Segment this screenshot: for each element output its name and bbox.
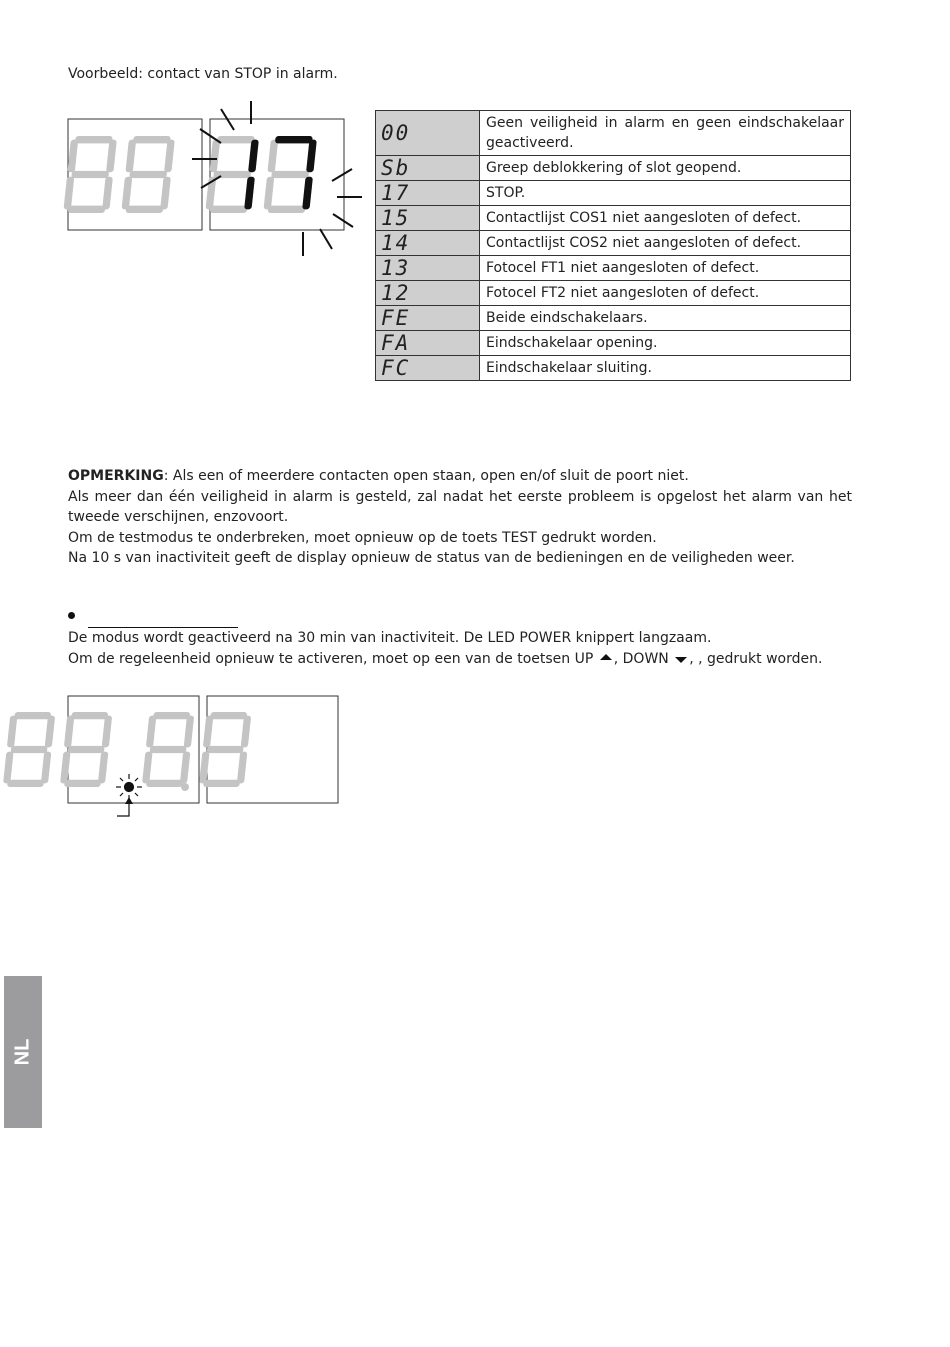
segment-a xyxy=(153,712,190,719)
language-tab-label: NL xyxy=(11,1038,34,1066)
code-cell: 14 xyxy=(376,231,480,256)
segment-b xyxy=(184,716,195,748)
segment-f xyxy=(64,716,75,748)
description-cell: Contactlijst COS2 niet aangesloten of defect. xyxy=(480,231,851,256)
segment-d xyxy=(146,780,183,787)
segment-b xyxy=(102,716,113,748)
segment-a xyxy=(210,712,247,719)
code-cell: 00 xyxy=(376,111,480,156)
remark-third: Om de testmodus te onderbreken, moet opnieuw op de toets TEST gedrukt worden. xyxy=(68,529,657,546)
code-cell: 12 xyxy=(376,281,480,306)
language-tab xyxy=(4,976,42,1128)
segment-e xyxy=(199,752,210,784)
standby-left-digits xyxy=(3,712,112,787)
code-cell: 17 xyxy=(376,181,480,206)
segment-c xyxy=(41,752,52,784)
segment-f xyxy=(146,716,157,748)
standby-line2: Om de regeleenheid opnieuw te activeren, moet op een van de toetsen UP , DOWN , , gedrukt worden. xyxy=(68,650,823,667)
segment-e xyxy=(142,752,153,784)
description-cell: Contactlijst COS1 niet aangesloten of defect. xyxy=(480,206,851,231)
standby-right-panel xyxy=(142,696,338,803)
description-cell: Fotocel FT2 niet aangesloten of defect. xyxy=(480,281,851,306)
description-cell: Greep deblokkering of slot geopend. xyxy=(480,156,851,181)
segment-e xyxy=(60,752,71,784)
remark-first: : Als een of meerdere contacten open staan, open en/of sluit de poort niet. xyxy=(163,468,689,484)
standby-right-digits xyxy=(142,712,251,787)
code-cell: FE xyxy=(376,306,480,331)
remark-second: Als meer dan één veiligheid in alarm is gesteld, zal nadat het eerste probleem is opgelost het alarm van het tweede verschijnen, enzovoort. xyxy=(68,488,852,525)
description-cell: Fotocel FT1 niet aangesloten of defect. xyxy=(480,256,851,281)
example-caption: Voorbeeld: contact van STOP in alarm. xyxy=(68,66,338,82)
led-pointer-arrow xyxy=(117,797,133,816)
code-cell: 13 xyxy=(376,256,480,281)
segment-e xyxy=(3,752,14,784)
segment-g xyxy=(207,746,244,753)
code-cell: FA xyxy=(376,331,480,356)
segment-a xyxy=(14,712,51,719)
remark-fourth: Na 10 s van inactiviteit geeft de display opnieuw de status van de bedieningen en de veiligheden weer. xyxy=(68,550,795,566)
segment-b xyxy=(241,716,252,748)
description-cell: Geen veiligheid in alarm en geen eindschakelaar geactiveerd. xyxy=(480,111,851,156)
code-cell: 15 xyxy=(376,206,480,231)
segment-g xyxy=(11,746,48,753)
description-cell: Beide eindschakelaars. xyxy=(480,306,851,331)
description-cell: Eindschakelaar sluiting. xyxy=(480,356,851,381)
segment-f xyxy=(203,716,214,748)
segment-d xyxy=(64,780,101,787)
description-cell: STOP. xyxy=(480,181,851,206)
segment-c xyxy=(180,752,191,784)
segment-c xyxy=(98,752,109,784)
standby-line1: De modus wordt geactiveerd na 30 min van inactiviteit. De LED POWER knippert langzaam. xyxy=(68,630,712,646)
description-cell: Eindschakelaar opening. xyxy=(480,331,851,356)
code-cell: Sb xyxy=(376,156,480,181)
segment-f xyxy=(7,716,18,748)
segment-c xyxy=(237,752,248,784)
segment-d xyxy=(203,780,240,787)
segment-a xyxy=(71,712,108,719)
segment-b xyxy=(45,716,56,748)
segment-d xyxy=(7,780,44,787)
power-led-blink-icon xyxy=(116,774,142,800)
segment-g xyxy=(150,746,187,753)
segment-g xyxy=(68,746,105,753)
code-cell: FC xyxy=(376,356,480,381)
remark-label: OPMERKING xyxy=(68,468,164,484)
